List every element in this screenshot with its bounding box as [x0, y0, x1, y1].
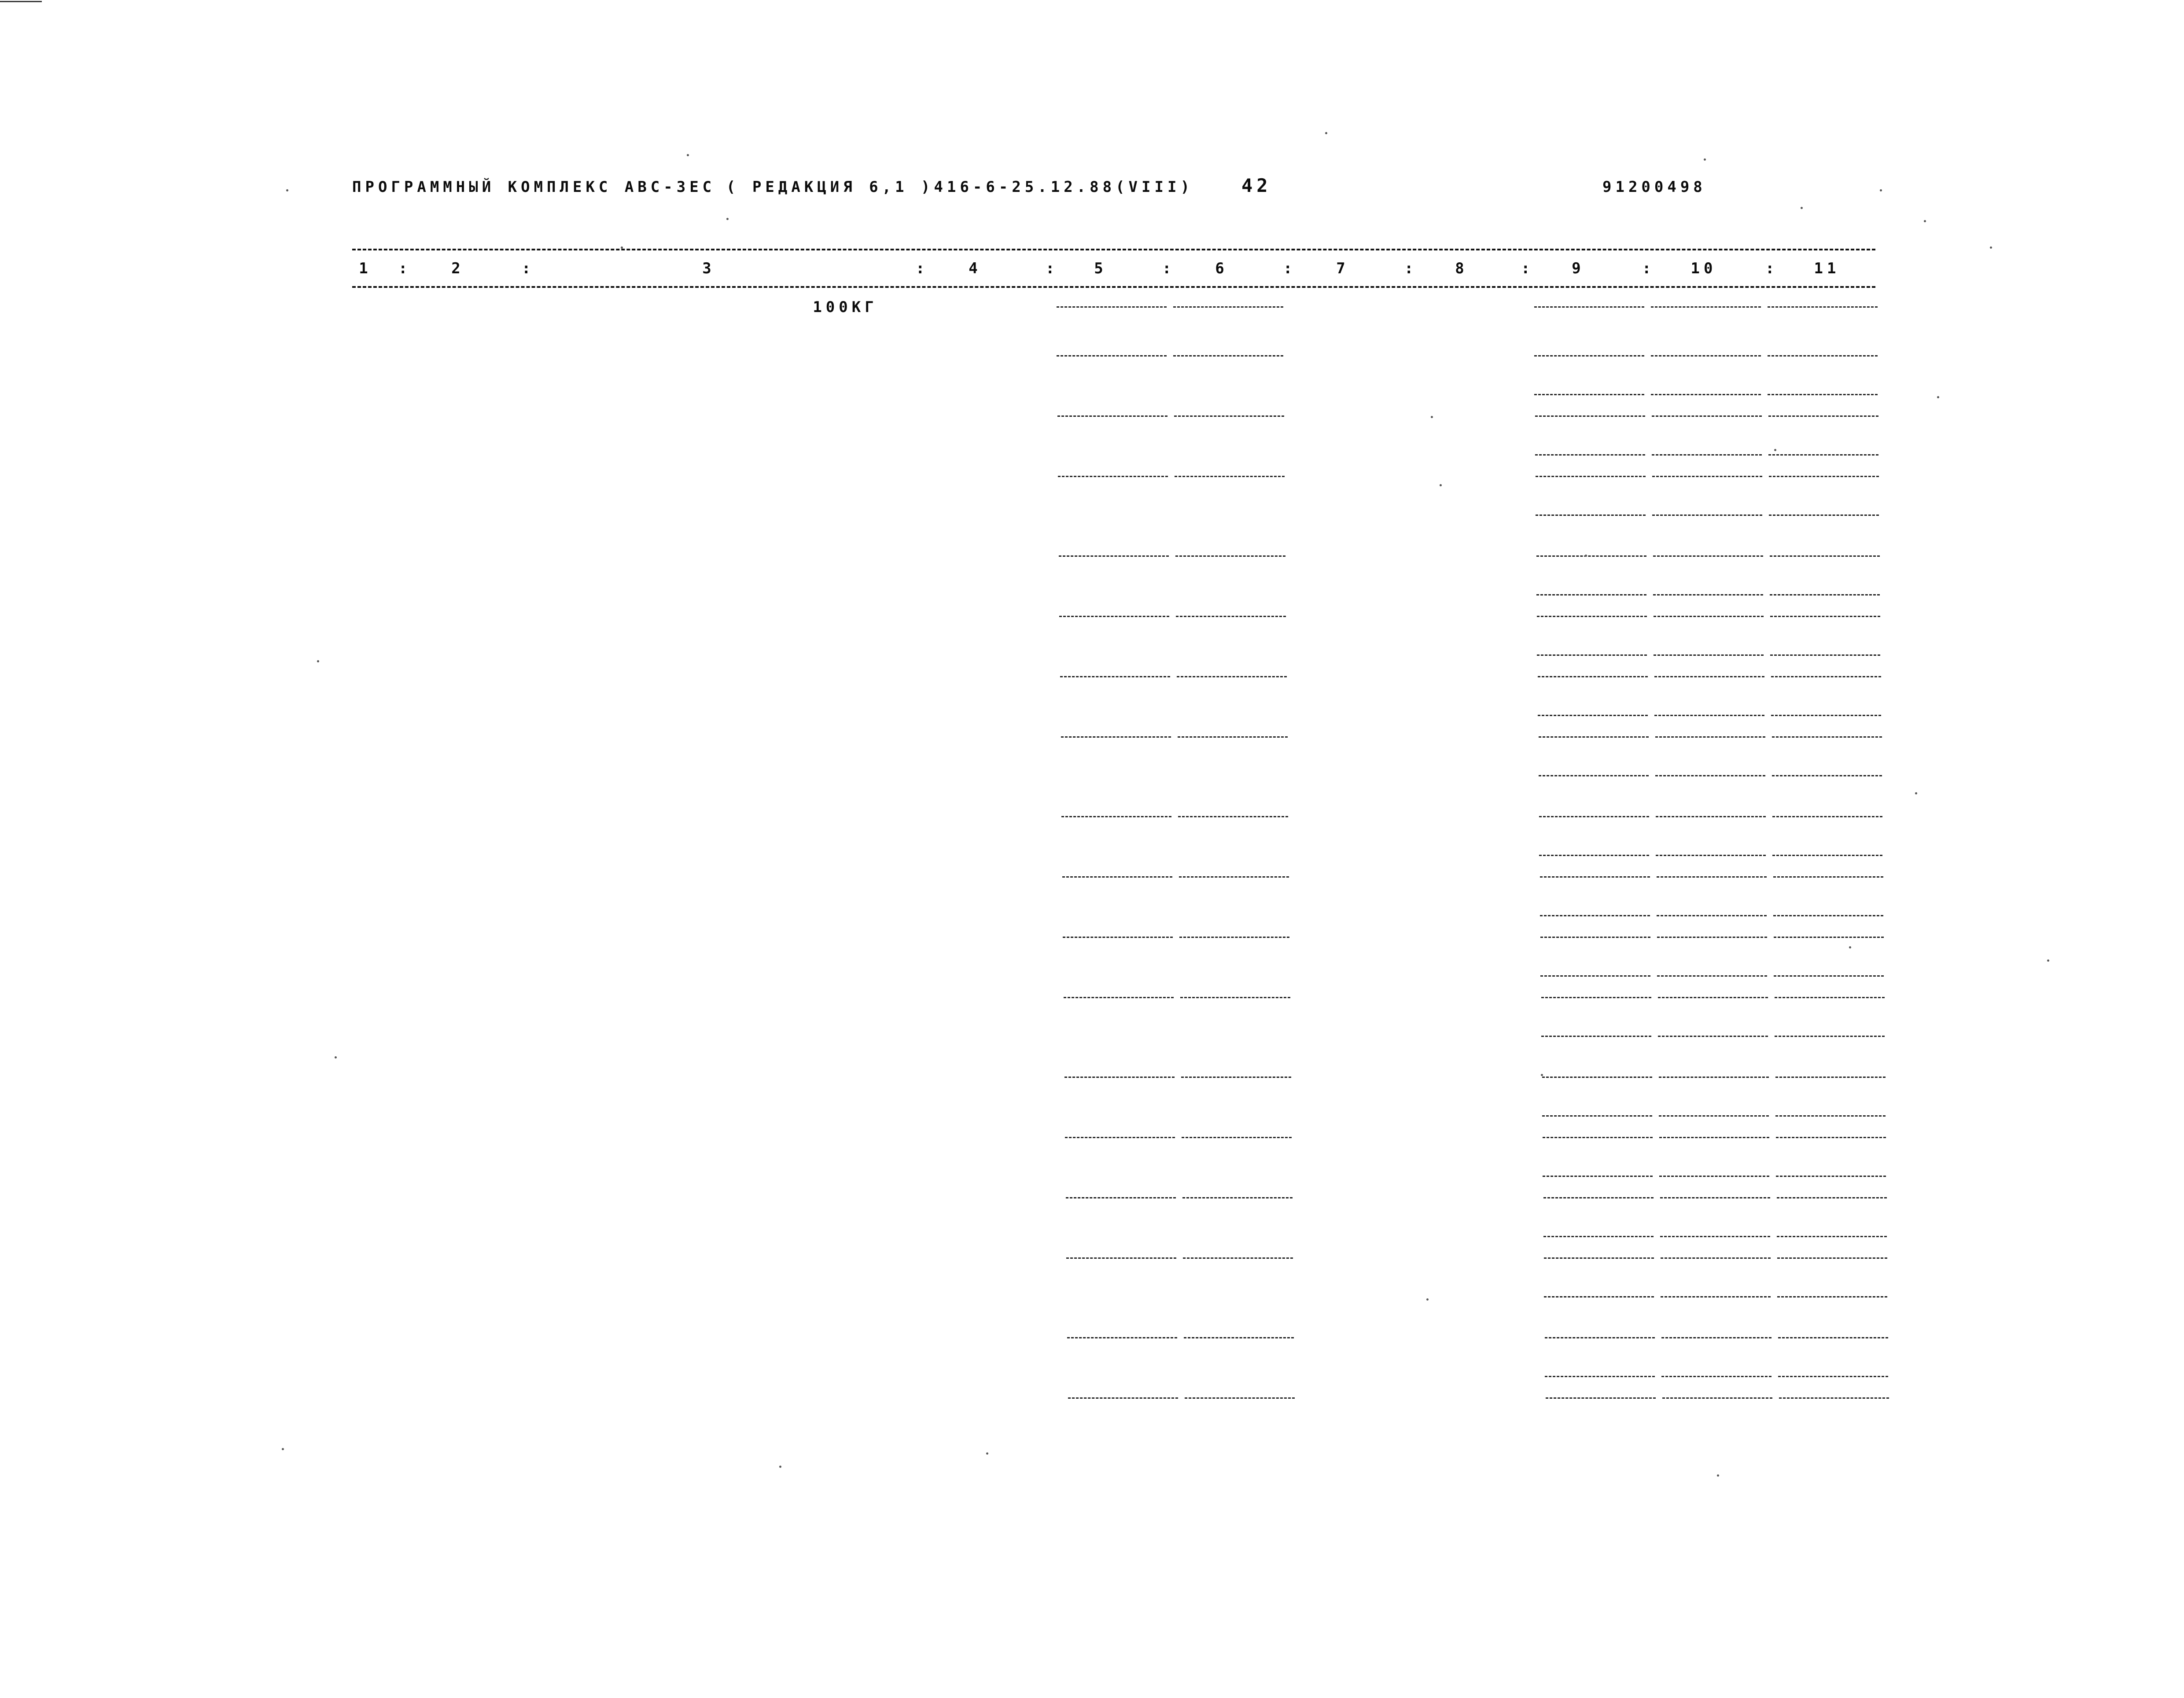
- price-rule: [1058, 476, 1168, 477]
- misc-rule: [1770, 594, 1880, 595]
- misc-rule: [1661, 1376, 1772, 1377]
- price-rule: [1060, 676, 1170, 677]
- scan-speck: [1325, 132, 1327, 134]
- price-rule: [1173, 306, 1283, 308]
- misc-rule: [1659, 1077, 1769, 1078]
- misc-rule: [1655, 775, 1765, 776]
- column-separator: :: [1046, 260, 1059, 277]
- price-rule: [1175, 476, 1285, 477]
- misc-rule: [1535, 454, 1645, 456]
- misc-rule: [1653, 594, 1763, 595]
- price-rule: [1182, 1137, 1292, 1138]
- misc-rule: [1652, 476, 1762, 477]
- misc-rule: [1778, 1376, 1888, 1377]
- misc-rule: [1778, 1337, 1888, 1338]
- misc-rule: [1546, 1397, 1656, 1399]
- misc-rule: [1777, 1197, 1887, 1198]
- misc-rule: [1657, 915, 1767, 916]
- scan-speck: [986, 1452, 988, 1455]
- misc-rule: [1772, 816, 1882, 817]
- misc-rule: [1534, 394, 1644, 395]
- price-rule: [1059, 616, 1169, 617]
- misc-rule: [1659, 1137, 1769, 1138]
- price-rule: [1061, 816, 1171, 817]
- column-header-5: 5: [1094, 260, 1107, 277]
- scan-speck: [1849, 946, 1851, 948]
- scan-speck: [726, 218, 729, 220]
- misc-rule: [1534, 306, 1644, 308]
- scan-speck: [1704, 158, 1706, 161]
- price-rule: [1065, 1137, 1175, 1138]
- column-header-1: 1: [359, 260, 372, 277]
- misc-rule: [1539, 855, 1649, 856]
- misc-rule: [1536, 594, 1646, 595]
- misc-rule: [1773, 876, 1883, 878]
- misc-rule: [1539, 816, 1649, 817]
- column-separator: :: [916, 260, 929, 277]
- misc-rule: [1656, 816, 1766, 817]
- misc-rule: [1777, 1257, 1887, 1259]
- misc-rule: [1774, 937, 1884, 938]
- misc-rule: [1537, 654, 1647, 656]
- top-unit-label: 100КГ: [813, 298, 878, 316]
- column-separator: :: [1404, 260, 1418, 277]
- misc-rule: [1768, 454, 1878, 456]
- misc-rule: [1768, 415, 1878, 417]
- price-rule: [1176, 616, 1286, 617]
- price-rule: [1175, 555, 1285, 557]
- misc-rule: [1771, 715, 1881, 716]
- misc-rule: [1661, 1296, 1771, 1297]
- scan-speck: [621, 246, 623, 249]
- price-rule: [1061, 736, 1171, 738]
- program-title: ПРОГРАММНЫЙ КОМПЛЕКС АВС-3ЕС: [352, 178, 716, 196]
- column-header-8: 8: [1455, 260, 1468, 277]
- price-rule: [1066, 1257, 1176, 1259]
- price-rule: [1057, 306, 1167, 308]
- misc-rule: [1776, 1137, 1886, 1138]
- misc-rule: [1772, 775, 1882, 776]
- scan-speck: [1880, 189, 1882, 191]
- price-rule: [1177, 676, 1287, 677]
- misc-rule: [1537, 616, 1647, 617]
- misc-rule: [1777, 1296, 1887, 1297]
- scan-speck: [1431, 416, 1433, 418]
- scan-speck: [687, 154, 689, 156]
- misc-rule: [1544, 1296, 1654, 1297]
- misc-rule: [1651, 355, 1761, 357]
- scan-speck: [1937, 396, 1939, 398]
- misc-rule: [1769, 515, 1879, 516]
- price-rule: [1174, 415, 1284, 417]
- misc-rule: [1775, 1115, 1886, 1117]
- price-rule: [1068, 1397, 1178, 1399]
- edition-label: ( РЕДАКЦИЯ 6,1 )416-6-25.12.88(VIII): [726, 178, 1193, 196]
- page-number: 42: [1241, 175, 1272, 196]
- misc-rule: [1654, 616, 1764, 617]
- misc-rule: [1544, 1257, 1654, 1259]
- scan-speck: [282, 1448, 284, 1450]
- misc-rule: [1652, 515, 1762, 516]
- price-rule: [1178, 816, 1288, 817]
- misc-rule: [1657, 975, 1767, 977]
- scan-speck: [1990, 246, 1992, 249]
- column-separator: :: [398, 260, 412, 277]
- scan-speck: [317, 660, 319, 662]
- misc-rule: [1661, 1337, 1772, 1338]
- misc-rule: [1541, 997, 1651, 998]
- misc-rule: [1779, 1397, 1889, 1399]
- scan-speck: [1924, 220, 1926, 222]
- column-header-3: 3: [702, 260, 715, 277]
- misc-rule: [1652, 415, 1762, 417]
- misc-rule: [1773, 915, 1883, 916]
- scan-speck: [1801, 207, 1803, 209]
- misc-rule: [1776, 1176, 1886, 1177]
- price-rule: [1181, 1077, 1291, 1078]
- misc-rule: [1657, 937, 1767, 938]
- misc-rule: [1768, 355, 1878, 357]
- column-header-11: 11: [1814, 260, 1840, 277]
- misc-rule: [1538, 676, 1648, 677]
- scan-speck: [1774, 449, 1776, 451]
- scan-speck: [286, 189, 288, 191]
- header-rule-bottom: [352, 286, 1875, 288]
- misc-rule: [1772, 855, 1882, 856]
- misc-rule: [1661, 1257, 1771, 1259]
- misc-rule: [1543, 1197, 1654, 1198]
- price-rule: [1067, 1337, 1177, 1338]
- price-rule: [1179, 937, 1289, 938]
- column-header-4: 4: [969, 260, 982, 277]
- misc-rule: [1535, 415, 1645, 417]
- price-rule: [1057, 355, 1167, 357]
- misc-rule: [1539, 736, 1649, 738]
- price-rule: [1059, 555, 1169, 557]
- misc-rule: [1542, 1077, 1652, 1078]
- price-rule: [1180, 997, 1290, 998]
- column-separator: :: [1283, 260, 1296, 277]
- column-header-2: 2: [451, 260, 464, 277]
- misc-rule: [1543, 1176, 1653, 1177]
- misc-rule: [1662, 1397, 1772, 1399]
- misc-rule: [1542, 1115, 1652, 1117]
- price-rule: [1066, 1197, 1176, 1198]
- column-header-10: 10: [1690, 260, 1717, 277]
- price-rule: [1062, 876, 1172, 878]
- misc-rule: [1660, 1236, 1770, 1237]
- misc-rule: [1539, 775, 1649, 776]
- misc-rule: [1775, 1036, 1885, 1037]
- header-rule-top: [352, 249, 1875, 250]
- scan-speck: [1426, 1298, 1429, 1301]
- misc-rule: [1654, 654, 1764, 656]
- price-rule: [1183, 1257, 1293, 1259]
- misc-rule: [1543, 1137, 1653, 1138]
- misc-rule: [1768, 306, 1878, 308]
- price-rule: [1064, 1077, 1175, 1078]
- price-rule: [1182, 1197, 1293, 1198]
- column-header-9: 9: [1572, 260, 1585, 277]
- misc-rule: [1652, 454, 1762, 456]
- scan-speck: [1915, 792, 1917, 794]
- scan-speck: [335, 1056, 337, 1058]
- price-rule: [1064, 997, 1174, 998]
- misc-rule: [1536, 515, 1646, 516]
- column-separator: :: [1765, 260, 1779, 277]
- column-header-7: 7: [1336, 260, 1349, 277]
- price-rule: [1063, 937, 1173, 938]
- misc-rule: [1774, 975, 1884, 977]
- misc-rule: [1534, 355, 1644, 357]
- misc-rule: [1656, 855, 1766, 856]
- misc-rule: [1536, 476, 1646, 477]
- misc-rule: [1775, 1077, 1886, 1078]
- misc-rule: [1768, 394, 1878, 395]
- price-rule: [1184, 1337, 1294, 1338]
- column-separator: :: [1162, 260, 1175, 277]
- misc-rule: [1540, 975, 1650, 977]
- misc-rule: [1655, 736, 1765, 738]
- price-rule: [1179, 876, 1289, 878]
- scan-corner-mark: [0, 1, 42, 2]
- scan-speck: [2047, 959, 2049, 962]
- misc-rule: [1540, 937, 1650, 938]
- misc-rule: [1653, 555, 1763, 557]
- scan-speck: [1717, 1474, 1719, 1477]
- misc-rule: [1538, 715, 1648, 716]
- misc-rule: [1543, 1236, 1654, 1237]
- misc-rule: [1770, 654, 1880, 656]
- column-separator: :: [522, 260, 535, 277]
- misc-rule: [1540, 915, 1650, 916]
- scan-speck: [779, 1466, 781, 1468]
- misc-rule: [1545, 1337, 1655, 1338]
- column-header-6: 6: [1215, 260, 1228, 277]
- scan-speck: [1585, 555, 1587, 557]
- price-rule: [1057, 415, 1168, 417]
- misc-rule: [1657, 876, 1767, 878]
- misc-rule: [1659, 1115, 1769, 1117]
- misc-rule: [1772, 736, 1882, 738]
- misc-rule: [1658, 1036, 1768, 1037]
- misc-rule: [1654, 715, 1764, 716]
- column-separator: :: [1642, 260, 1655, 277]
- misc-rule: [1654, 676, 1764, 677]
- misc-rule: [1541, 1036, 1651, 1037]
- misc-rule: [1660, 1197, 1770, 1198]
- misc-rule: [1536, 555, 1646, 557]
- price-rule: [1173, 355, 1283, 357]
- misc-rule: [1770, 555, 1880, 557]
- misc-rule: [1769, 476, 1879, 477]
- misc-rule: [1658, 997, 1768, 998]
- column-separator: :: [1521, 260, 1534, 277]
- misc-rule: [1775, 997, 1885, 998]
- misc-rule: [1540, 876, 1650, 878]
- scan-speck: [1541, 1074, 1543, 1076]
- scan-speck: [1440, 484, 1442, 486]
- price-rule: [1185, 1397, 1295, 1399]
- misc-rule: [1659, 1176, 1769, 1177]
- misc-rule: [1651, 306, 1761, 308]
- document-code: 91200498: [1602, 178, 1706, 196]
- misc-rule: [1651, 394, 1761, 395]
- misc-rule: [1545, 1376, 1655, 1377]
- misc-rule: [1777, 1236, 1887, 1237]
- misc-rule: [1770, 616, 1880, 617]
- misc-rule: [1771, 676, 1881, 677]
- price-rule: [1178, 736, 1288, 738]
